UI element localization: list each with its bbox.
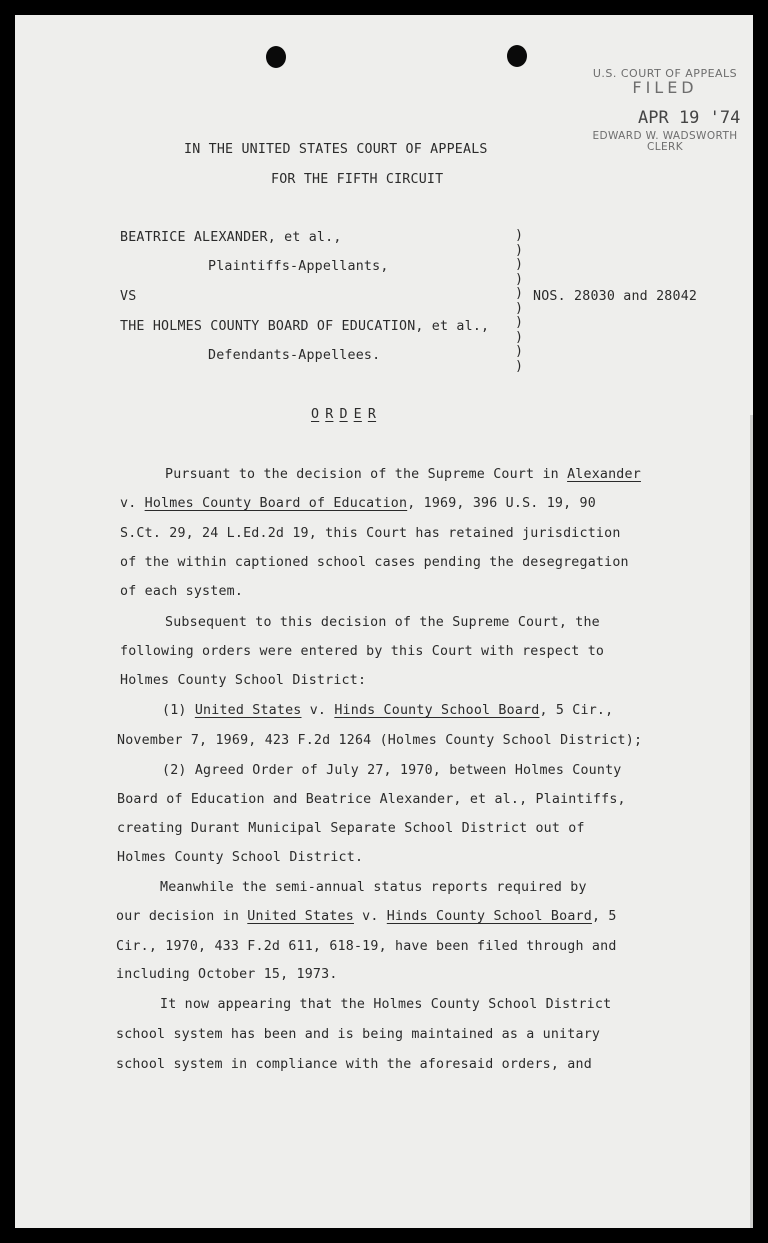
- body-line: school system in compliance with the aforesaid orders, and: [116, 1057, 592, 1072]
- text-run: Pursuant to the decision of the Supreme Court in: [165, 467, 568, 482]
- paren-5: ): [515, 286, 524, 301]
- stamp-date: APR 19 '74: [638, 108, 741, 128]
- body-line: including October 15, 1973.: [116, 967, 338, 982]
- case-name-united-states: United States: [194, 703, 302, 718]
- case-name-holmes-board: Holmes County Board of Education: [144, 496, 408, 511]
- body-line: (2) Agreed Order of July 27, 1970, between Holmes County: [162, 763, 622, 778]
- case-numbers: NOS. 28030 and 28042: [533, 289, 698, 304]
- body-line: Holmes County School District.: [117, 850, 364, 865]
- paren-9: ): [515, 344, 524, 359]
- body-line: following orders were entered by this Court with respect to: [120, 644, 605, 659]
- stamp-clerk-name: EDWARD W. WADSWORTH: [592, 130, 738, 142]
- case-name-alexander: Alexander: [567, 467, 641, 482]
- caption-versus: VS: [120, 289, 137, 304]
- text-run: , 1969, 396 U.S. 19, 90: [407, 496, 596, 511]
- caption-plaintiff-role: Plaintiffs-Appellants,: [208, 259, 389, 274]
- order-letter-5: R: [367, 407, 377, 422]
- paren-3: ): [515, 257, 524, 272]
- order-letter-2: R: [325, 407, 334, 422]
- caption-parentheses: [515, 229, 523, 374]
- page-edge-shadow: [750, 415, 753, 1228]
- body-line: November 7, 1969, 423 F.2d 1264 (Holmes County School District);: [117, 733, 643, 748]
- body-line: of the within captioned school cases pending the desegregation: [120, 555, 629, 570]
- body-line: It now appearing that the Holmes County School District: [160, 997, 612, 1012]
- order-letter-3: D: [339, 407, 348, 422]
- body-line: creating Durant Municipal Separate School District out of: [117, 821, 585, 836]
- paren-6: ): [515, 300, 524, 316]
- body-line: [162, 703, 613, 718]
- paren-7: ): [515, 315, 524, 330]
- body-line: [116, 909, 617, 924]
- order-title: [311, 407, 382, 422]
- body-line: Subsequent to this decision of the Supreme Court, the: [165, 615, 600, 630]
- body-line: Cir., 1970, 433 F.2d 611, 618-19, have been filed through and: [116, 939, 617, 954]
- stamp-clerk-title: CLERK: [647, 141, 683, 153]
- stamp-court: U.S. COURT OF APPEALS: [592, 67, 738, 80]
- punch-hole-right: [507, 45, 527, 67]
- caption-plaintiff: BEATRICE ALEXANDER, et al.,: [120, 230, 342, 245]
- body-line: school system has been and is being maintained as a unitary: [116, 1027, 601, 1042]
- text-run: , 5: [591, 909, 617, 924]
- body-line: Holmes County School District:: [120, 673, 367, 688]
- paren-1: ): [515, 228, 524, 243]
- text-run: our decision in: [116, 909, 248, 924]
- order-letter-1: O: [311, 407, 320, 422]
- paren-8: ): [515, 329, 524, 345]
- text-run: v.: [301, 703, 335, 718]
- text-run: , 5 Cir.,: [539, 703, 614, 718]
- court-heading-line-1: IN THE UNITED STATES COURT OF APPEALS: [184, 142, 488, 157]
- text-run: v.: [120, 496, 145, 511]
- court-heading-line-2: FOR THE FIFTH CIRCUIT: [271, 172, 444, 187]
- caption-defendant: THE HOLMES COUNTY BOARD OF EDUCATION, et al.,: [120, 319, 490, 334]
- body-line: [120, 496, 596, 511]
- paren-2: ): [515, 242, 524, 258]
- text-run: v.: [353, 909, 387, 924]
- body-line: of each system.: [120, 584, 244, 599]
- body-line: S.Ct. 29, 24 L.Ed.2d 19, this Court has retained jurisdiction: [120, 526, 621, 541]
- body-line: [165, 467, 641, 482]
- caption-defendant-role: Defendants-Appellees.: [208, 348, 381, 363]
- order-letter-4: E: [353, 407, 362, 422]
- text-run: (1): [162, 703, 195, 718]
- body-line: Board of Education and Beatrice Alexander, et al., Plaintiffs,: [117, 792, 626, 807]
- stamp-filed: FILED: [632, 78, 698, 97]
- paren-10: ): [515, 358, 524, 374]
- punch-hole-left: [266, 46, 286, 68]
- case-name-hinds-county: Hinds County School Board: [386, 909, 592, 924]
- body-line: Meanwhile the semi-annual status reports required by: [160, 880, 587, 895]
- filing-stamp: [580, 67, 750, 152]
- case-name-united-states: United States: [247, 909, 354, 924]
- document-page: [15, 15, 753, 1228]
- paren-4: ): [515, 271, 524, 287]
- case-name-hinds-county: Hinds County School Board: [334, 703, 540, 718]
